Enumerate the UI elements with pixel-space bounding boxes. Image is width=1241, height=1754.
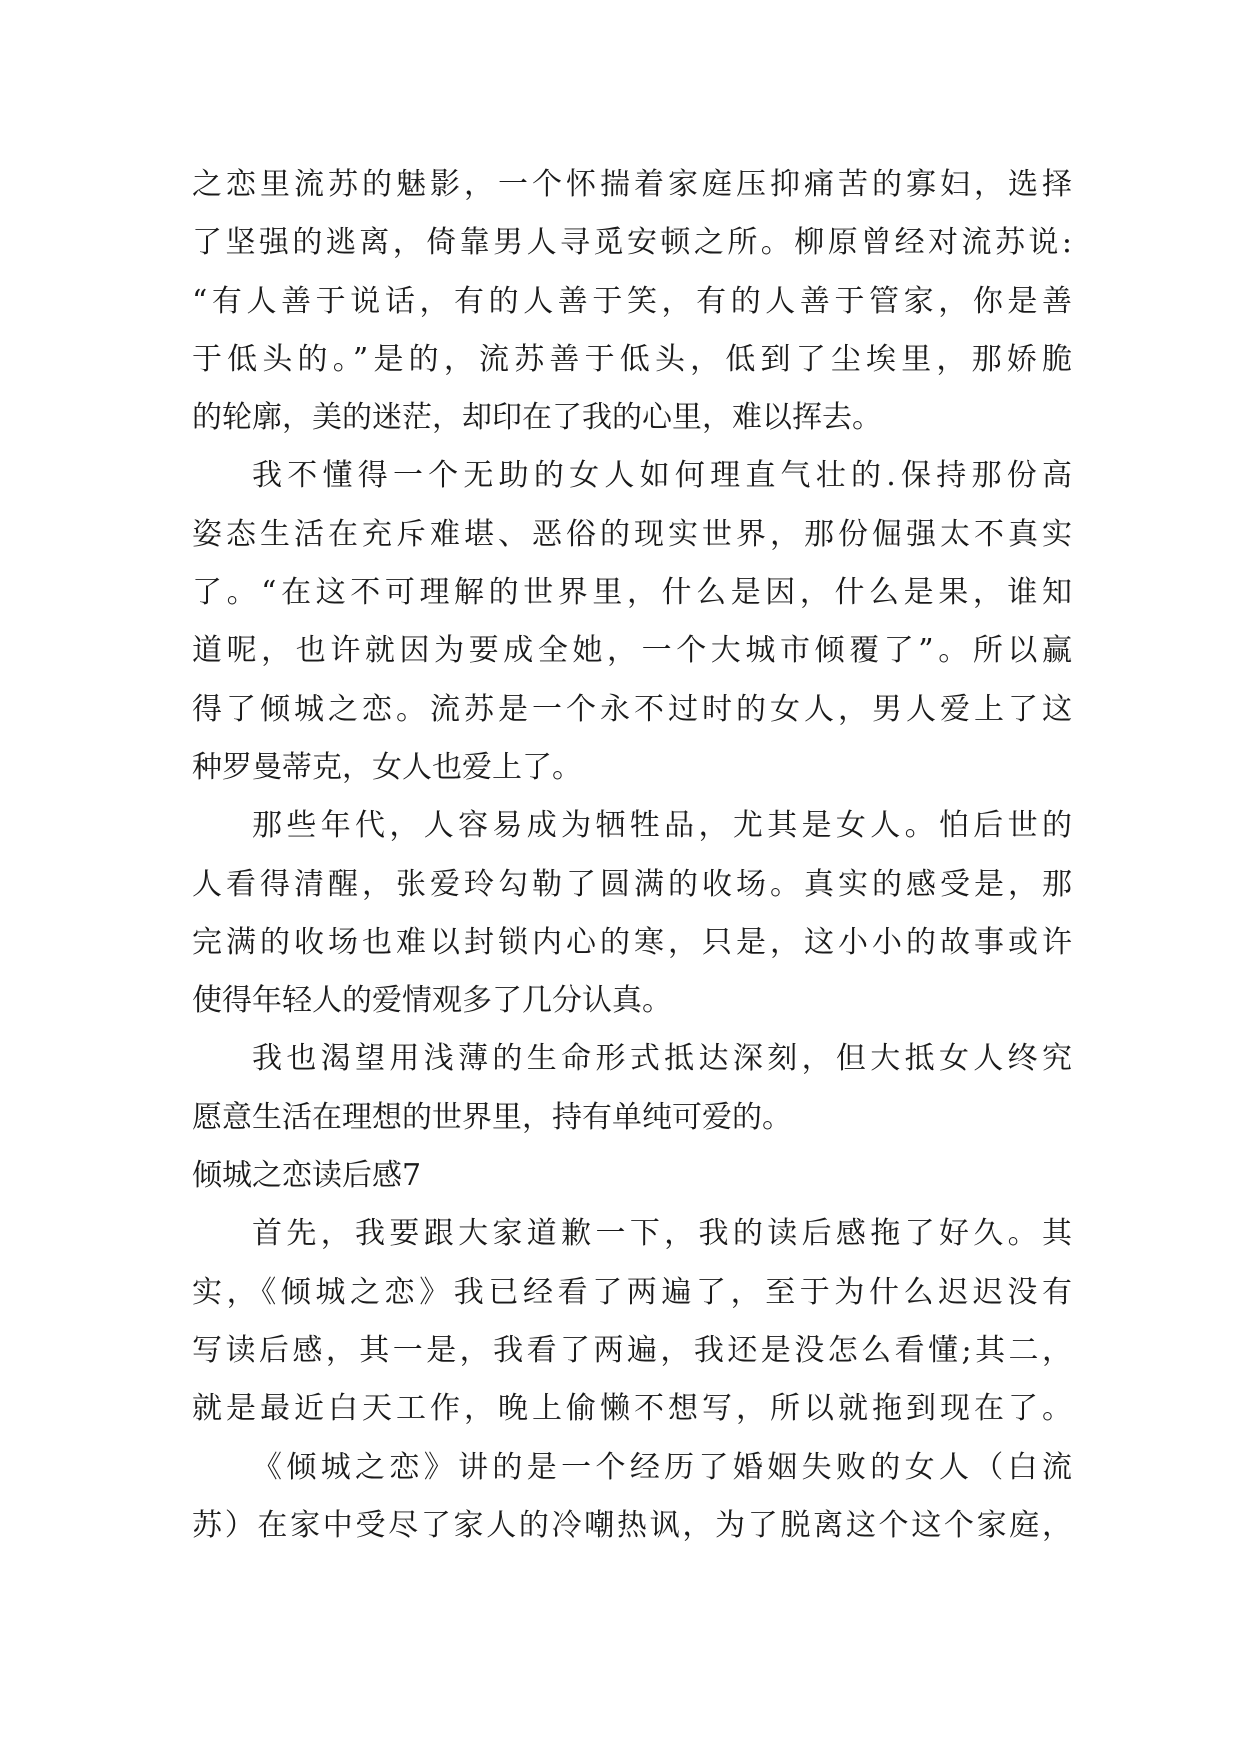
text-line: 种罗曼蒂克，女人也爱上了。	[192, 749, 582, 785]
paragraph-first-line: 《倾城之恋》讲的是一个经历了婚姻失败的女人（白流	[252, 1449, 1072, 1485]
paragraph-first-line: 首先，我要跟大家道歉一下，我的读后感拖了好久。其	[252, 1216, 1072, 1252]
text-line: 写读后感，其一是，我看了两遍，我还是没怎么看懂;其二，	[192, 1332, 1072, 1368]
text-line: 之恋里流苏的魅影，一个怀揣着家庭压抑痛苦的寡妇，选择	[192, 167, 1072, 202]
text-line: 完满的收场也难以封锁内心的寒，只是，这小小的故事或许	[192, 924, 1072, 960]
text-line: 就是最近白天工作，晚上偷懒不想写，所以就拖到现在了。	[192, 1391, 1072, 1427]
text-line: 实，《倾城之恋》我已经看了两遍了，至于为什么迟迟没有	[192, 1274, 1072, 1310]
text-line: 了。“在这不可理解的世界里，什么是因，什么是果，谁知	[192, 575, 1072, 611]
text-line: 苏）在家中受尽了家人的冷嘲热讽，为了脱离这个这个家庭，	[192, 1507, 1072, 1543]
paragraph-first-line: 我也渴望用浅薄的生命形式抵达深刻，但大抵女人终究	[252, 1041, 1072, 1077]
text-line: 于低头的。”是的，流苏善于低头，低到了尘埃里，那娇脆	[192, 341, 1072, 377]
text-line: 使得年轻人的爱情观多了几分认真。	[192, 983, 672, 1019]
document-page	[192, 156, 1072, 1555]
text-line: 道呢，也许就因为要成全她，一个大城市倾覆了”。所以赢	[192, 633, 1072, 669]
paragraph-first-line: 我不懂得一个无助的女人如何理直气壮的.保持那份高	[252, 458, 1072, 494]
text-line: 人看得清醒，张爱玲勾勒了圆满的收场。真实的感受是，那	[192, 866, 1072, 902]
text-line: “有人善于说话，有的人善于笑，有的人善于管家，你是善	[192, 283, 1072, 319]
section-heading: 倾城之恋读后感7	[192, 1158, 422, 1194]
paragraph-first-line: 那些年代，人容易成为牺牲品，尤其是女人。怕后世的	[252, 808, 1072, 844]
text-line: 得了倾城之恋。流苏是一个永不过时的女人，男人爱上了这	[192, 691, 1072, 727]
text-line: 姿态生活在充斥难堪、恶俗的现实世界，那份倔强太不真实	[192, 516, 1072, 552]
text-line: 愿意生活在理想的世界里，持有单纯可爱的。	[192, 1099, 792, 1135]
text-line: 了坚强的逃离，倚靠男人寻觅安顿之所。柳原曾经对流苏说:	[192, 225, 1072, 261]
text-line: 的轮廓，美的迷茫，却印在了我的心里，难以挥去。	[192, 400, 882, 436]
